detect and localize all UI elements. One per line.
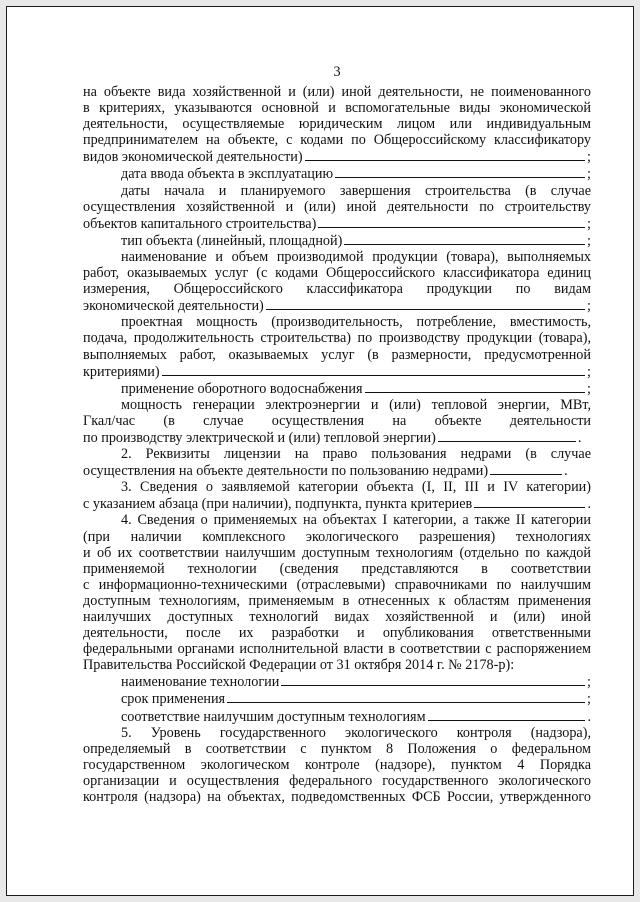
text-line: 4. Сведения о применяемых на объектах I категории, а также II категории (121, 512, 591, 529)
text-line: работ, оказываемых услуг (с кодами Общероссийского классификатора единиц (83, 265, 591, 282)
text-line: деятельности, осуществляемые юридическим лицом или индивидуальным (83, 116, 591, 133)
field-punct: . (564, 463, 568, 480)
text-line: доступным технологиям, применяемым в отнесенных к областям применения (83, 592, 591, 609)
field-punct: ; (587, 149, 591, 166)
field-line (83, 380, 591, 397)
text-line: контроля (надзора) на объектах, подведомственных ФСБ России, утвержденного (83, 789, 591, 806)
page-number: 3 (333, 64, 341, 80)
text-line: и об их соответствии наилучшим доступным технологиям (отдельно по каждой (83, 544, 591, 561)
blank-line (365, 380, 586, 393)
field-punct: ; (587, 215, 591, 232)
text-line: Гкал/час (в случае осуществления на объекте деятельности (83, 412, 591, 429)
text-line: подача, продолжительность строительства) по производству продукции (товара), (83, 330, 591, 347)
field-line (83, 495, 591, 512)
text-line: с информационно-техническими (отраслевыми) справочниками по наилучшим (83, 576, 591, 593)
text-line: осуществления хозяйственной и (или) иной деятельности по строительству (83, 198, 591, 215)
field-punct: . (587, 496, 591, 513)
blank-line (318, 215, 585, 228)
text-line: Правительства Российской Федерации от 31 октября 2014 г. № 2178-р): (83, 657, 515, 674)
field-line (83, 673, 591, 690)
field-punct: ; (587, 380, 591, 397)
field-label: критериями) (83, 363, 160, 380)
field-line (83, 429, 591, 446)
field-label: соответствие наилучшим доступным технологиям (121, 708, 426, 725)
field-label: по производству электрической и (или) тепловой энергии) (83, 429, 436, 446)
document-body (83, 7, 591, 805)
text-line: применяемой технологии (сведения представляются в соответствии (83, 560, 591, 577)
field-label: срок применения (121, 691, 226, 708)
field-line (83, 165, 591, 182)
field-label: с указанием абзаца (при наличии), подпункта, пункта критериев (83, 496, 473, 513)
field-label: экономической деятельности) (83, 298, 264, 315)
text-line: определяемый в соответствии с пунктом 8 Положения о федеральном (83, 740, 591, 757)
blank-line (344, 232, 585, 245)
field-punct: ; (587, 166, 591, 183)
text-line: организации и осуществления федерального государственного экологического (83, 772, 591, 789)
text-line: (при наличии комплексного экологического разрешения) технологиях (83, 528, 591, 545)
field-line (83, 297, 591, 314)
field-label: наименование технологии (121, 674, 280, 691)
text-line: государственном экологическом контроле (надзоре), пунктом 4 Порядка (83, 756, 591, 773)
field-label: применение оборотного водоснабжения (121, 380, 363, 397)
text-line: измерения, Общероссийского классификатора продукции по видам (83, 281, 591, 298)
field-punct: ; (587, 674, 591, 691)
field-line (83, 690, 591, 707)
text-line: наилучших доступных технологий видах хозяйственной и (или) иной (83, 609, 591, 625)
field-label: осуществления на объекте деятельности по пользованию недрами) (83, 463, 489, 480)
field-punct: ; (587, 232, 591, 249)
blank-line (227, 690, 585, 703)
field-punct: ; (587, 691, 591, 708)
text-line: 3. Сведения о заявляемой категории объекта (I, II, III и IV категории) (121, 479, 591, 496)
field-label: объектов капитального строительства) (83, 215, 317, 232)
field-punct: ; (587, 298, 591, 315)
text-line: мощность генерации электроэнергии и (или) тепловой энергии, МВт, (121, 396, 591, 413)
text-line: деятельности, после их разработки и опубликования ответственными (83, 625, 591, 642)
text-line: на объекте вида хозяйственной и (или) иной деятельности, не поименованного (83, 84, 591, 100)
field-punct: . (587, 708, 591, 725)
text-line: наименование и объем производимой продукции (товара), выполняемых (121, 248, 591, 265)
blank-line (335, 165, 585, 178)
blank-line (266, 297, 585, 310)
text-line: 5. Уровень государственного экологического контроля (надзора), (121, 724, 591, 741)
text-line: в критериях, указываются основной и вспомогательные виды экономической (83, 100, 591, 117)
field-label: дата ввода объекта в эксплуатацию (121, 166, 334, 183)
document-page (6, 6, 634, 896)
blank-line (162, 363, 585, 376)
field-line (83, 148, 591, 165)
field-punct: ; (587, 363, 591, 380)
text-line: даты начала и планируемого завершения строительства (в случае (121, 182, 591, 199)
field-line (83, 215, 591, 232)
text-line: проектная мощность (производительность, потребление, вместимость, (121, 314, 591, 331)
blank-line (490, 462, 562, 475)
text-line: предпринимателем на объекте, с кодами по Общероссийскому классификатору (83, 132, 591, 149)
field-line (83, 462, 591, 479)
field-label: тип объекта (линейный, площадной) (121, 232, 343, 249)
field-label: видов экономической деятельности) (83, 149, 303, 166)
blank-line (428, 708, 586, 721)
field-line (83, 363, 591, 380)
text-line: 2. Реквизиты лицензии на право пользования недрами (в случае (121, 446, 591, 463)
blank-line (438, 429, 576, 442)
blank-line (474, 495, 585, 508)
blank-line (305, 148, 585, 161)
text-line: выполняемых работ, оказываемых услуг (в размерности, предусмотренной (83, 346, 591, 363)
field-line (83, 232, 591, 249)
blank-line (281, 673, 585, 686)
field-line (83, 708, 591, 725)
text-line: федеральными органами исполнительной власти в соответствии с распоряжением (83, 641, 591, 658)
field-punct: . (577, 429, 582, 446)
